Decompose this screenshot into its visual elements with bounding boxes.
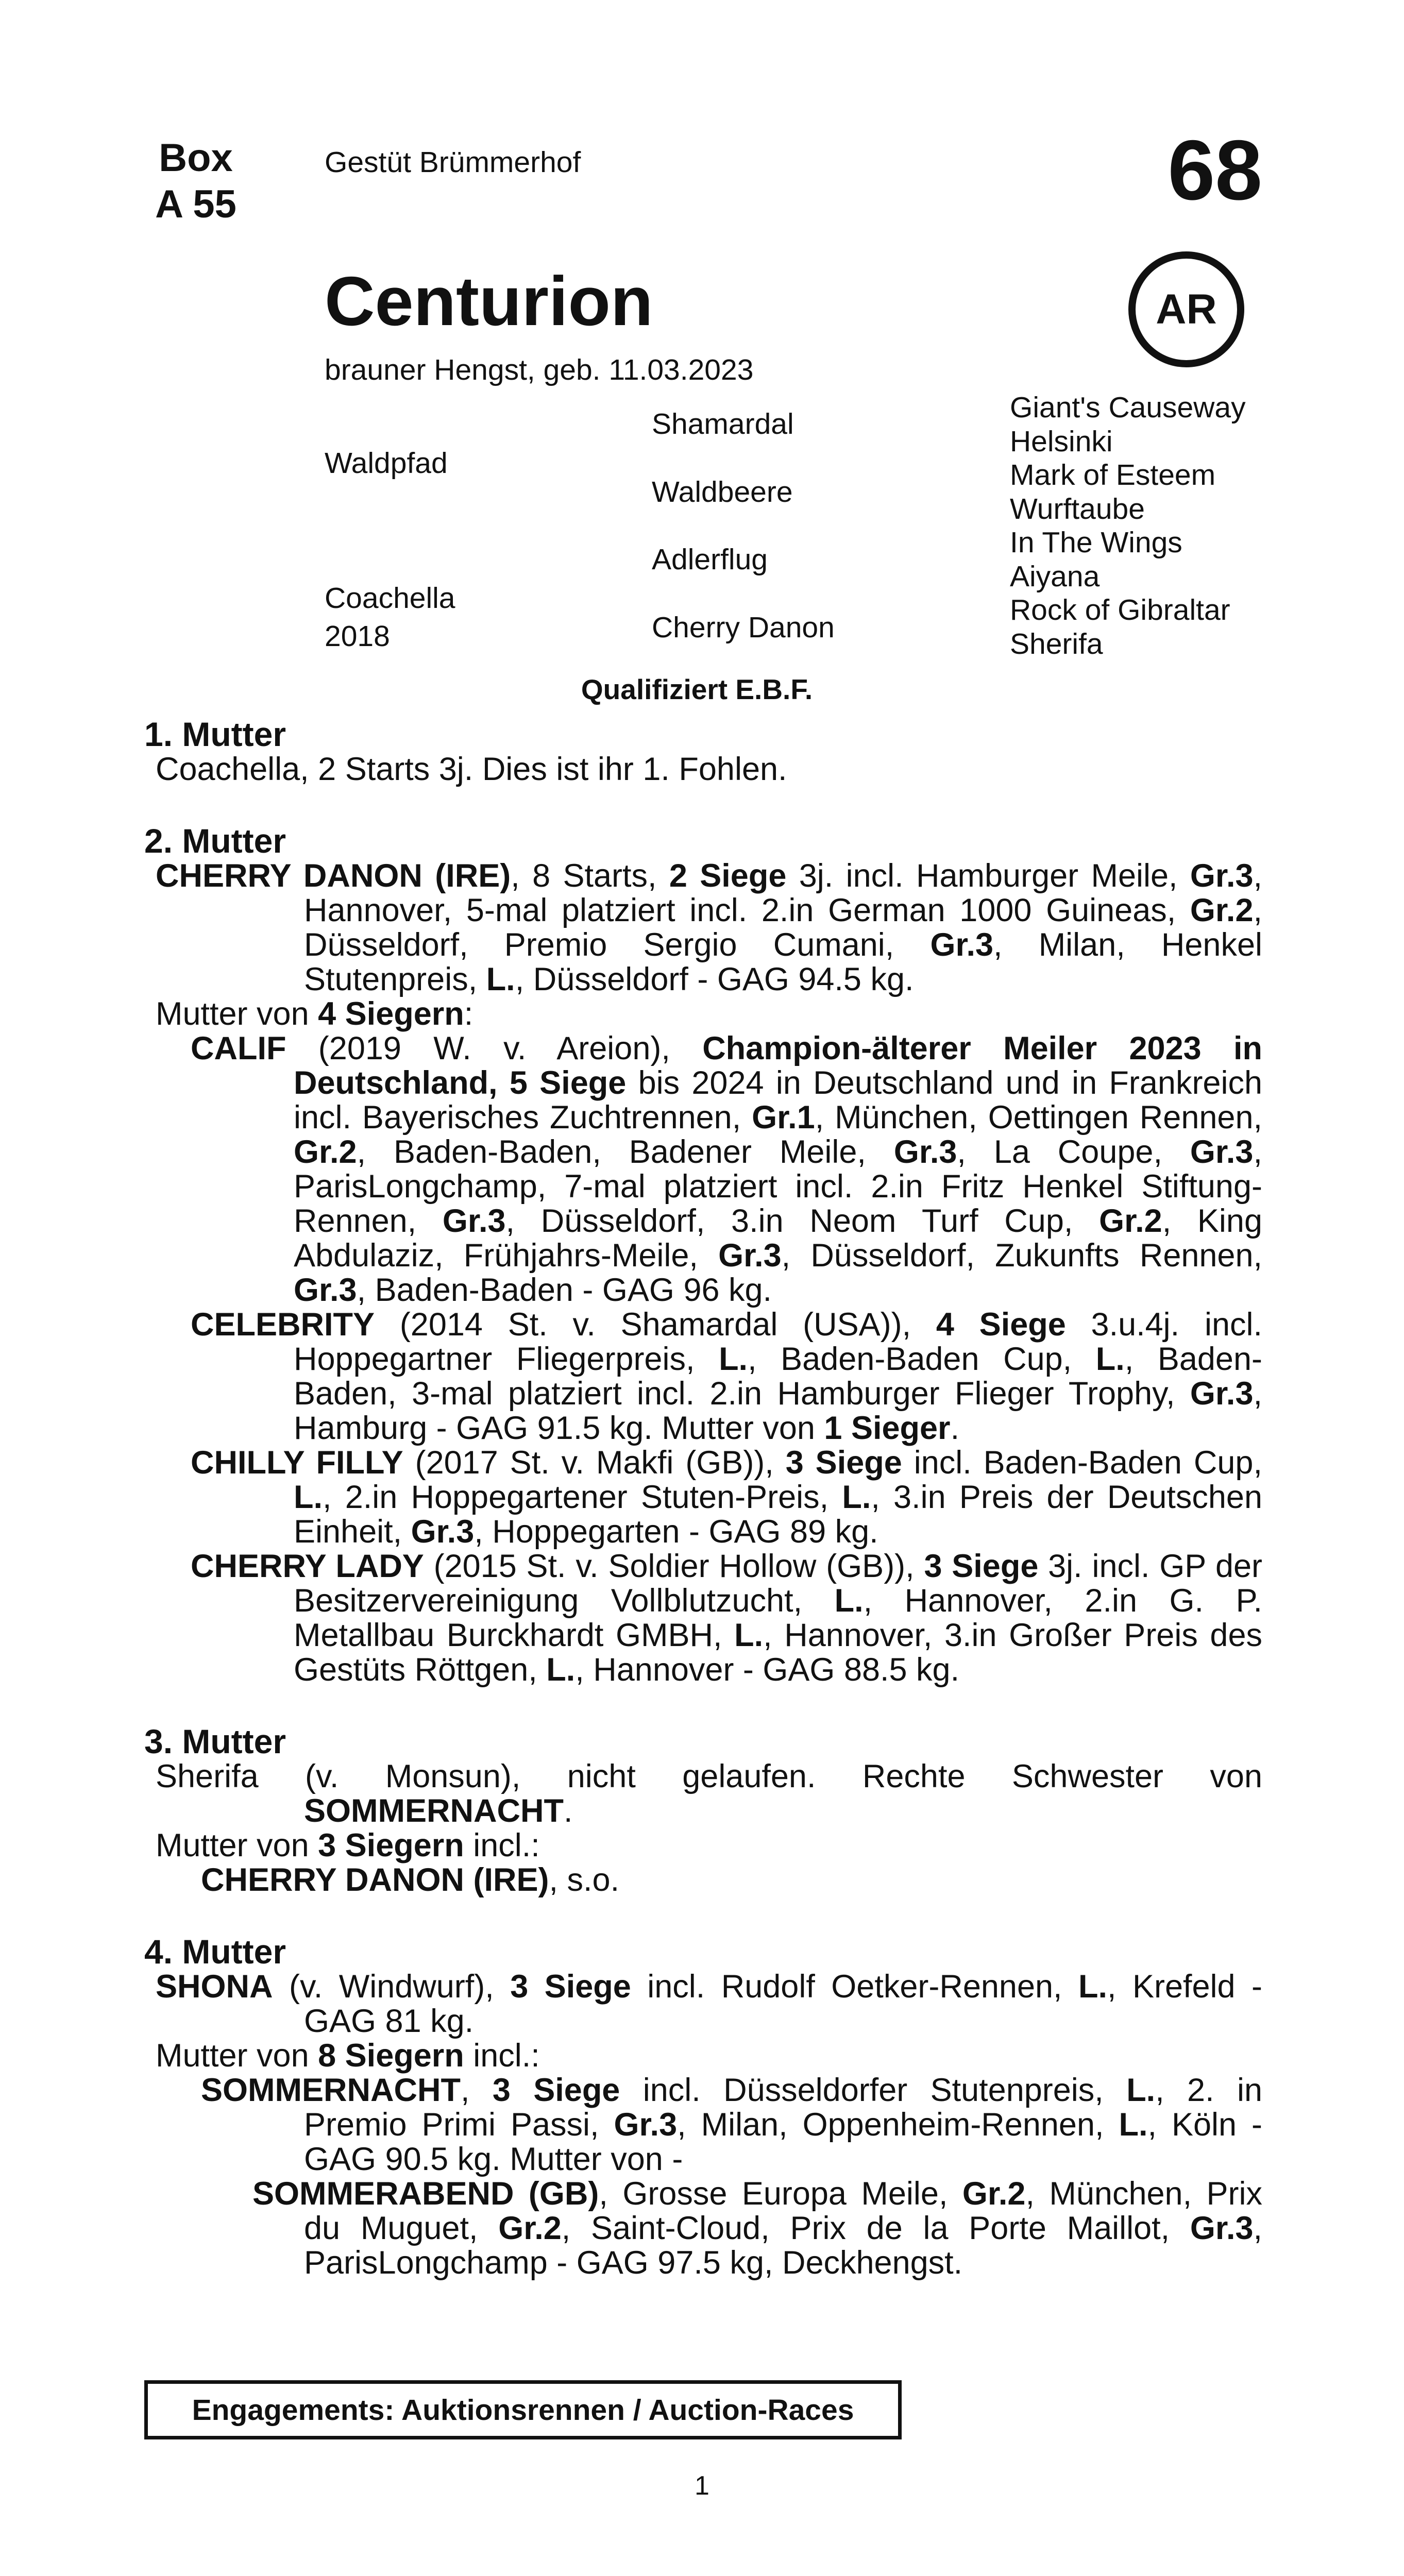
engagements-box bbox=[144, 2380, 902, 2439]
heading-fourth-dam: 4. Mutter bbox=[144, 1933, 286, 1971]
qualification-text: Qualifiziert E.B.F. bbox=[581, 673, 813, 705]
pedigree-great: In The Wings bbox=[1010, 526, 1182, 559]
pedigree-second-dam: Cherry Danon bbox=[652, 611, 835, 644]
pedigree-dam-year: 2018 bbox=[325, 620, 390, 653]
pedigree-granddam: Waldbeere bbox=[652, 476, 793, 509]
pedigree-great: Aiyana bbox=[1010, 560, 1100, 593]
fourth-dam-record: SHONA (v. Windwurf), 3 Siege incl. Rudolf Oetker-Rennen, L., Krefeld - GAG 81 kg. bbox=[156, 1969, 1262, 2039]
produce-celebrity: CELEBRITY (2014 St. v. Shamardal (USA)), 4 Siege 3.u.4j. incl. Hoppegartner Fliegerpreis, L., Baden-Baden Cup, L., Baden-Baden, 3-mal platziert incl. 2.in Hamburger Flieger Trophy, Gr.3, Hamburg - GAG 91.5 kg. Mutter von 1 Sieger. bbox=[191, 1307, 1262, 1446]
box-number bbox=[144, 135, 247, 228]
produce-cherry-danon: CHERRY DANON (IRE), s.o. bbox=[201, 1862, 620, 1898]
engagements-text: Engagements: Auktionsrennen / Auction-Races bbox=[192, 2393, 854, 2427]
pedigree-great: Helsinki bbox=[1010, 425, 1113, 458]
qualification bbox=[0, 673, 1404, 706]
pedigree-great: Sherifa bbox=[1010, 628, 1103, 660]
produce-chilly-filly: CHILLY FILLY (2017 St. v. Makfi (GB)), 3 Siege incl. Baden-Baden Cup, L., 2.in Hoppegartener Stuten-Preis, L., 3.in Preis der Deutschen Einheit, Gr.3, Hoppegarten - GAG 89 kg. bbox=[191, 1445, 1263, 1550]
second-dam-record: CHERRY DANON (IRE), 8 Starts, 2 Siege 3j. incl. Hamburger Meile, Gr.3, Hannover, 5-mal platziert incl. 2.in German 1000 Guineas, Gr.2, Düsseldorf, Premio Sergio Cumani, Gr.3, Milan, Henkel Stutenpreis, L., Düsseldorf - GAG 94.5 kg. bbox=[156, 858, 1263, 997]
produce-cherry-lady: CHERRY LADY (2015 St. v. Soldier Hollow (GB)), 3 Siege 3j. incl. GP der Besitzervereinigung Vollblutzucht, L., Hannover, 2.in G. P. Metallbau Burckhardt GMBH, L., Hannover, 3.in Großer Preis des Gestüts Röttgen, L., Hannover - GAG 88.5 kg. bbox=[191, 1548, 1263, 1688]
horse-name: Centurion bbox=[325, 262, 653, 340]
third-dam-produce-count: Mutter von 3 Siegern incl.: bbox=[156, 1827, 540, 1863]
stud-name: Gestüt Brümmerhof bbox=[325, 146, 581, 179]
pedigree-sire: Waldpfad bbox=[325, 447, 448, 480]
pedigree-grandsire: Shamardal bbox=[652, 408, 794, 440]
fourth-dam-produce-count: Mutter von 8 Siegern incl.: bbox=[156, 2038, 540, 2074]
first-dam-text: Coachella, 2 Starts 3j. Dies ist ihr 1. Fohlen. bbox=[156, 751, 787, 787]
page-number: 1 bbox=[695, 2471, 709, 2501]
heading-second-dam: 2. Mutter bbox=[144, 822, 286, 860]
lot-number: 68 bbox=[1168, 123, 1262, 217]
horse-description: brauner Hengst, geb. 11.03.2023 bbox=[325, 353, 754, 386]
produce-sommerabend: SOMMERABEND (GB), Grosse Europa Meile, Gr.2, München, Prix du Muguet, Gr.2, Saint-Cloud, Prix de la Porte Maillot, Gr.3, ParisLongchamp - GAG 97.5 kg, Deckhengst. bbox=[252, 2176, 1263, 2281]
pedigree-great: Wurftaube bbox=[1010, 493, 1145, 526]
heading-first-dam: 1. Mutter bbox=[144, 715, 286, 753]
second-dam-produce-count: Mutter von 4 Siegern: bbox=[156, 996, 473, 1032]
produce-calif: CALIF (2019 W. v. Areion), Champion-älterer Meiler 2023 in Deutschland, 5 Siege bis 2024 in Deutschland und in Frankreich incl. Bayerisches Zuchtrennen, Gr.1, München, Oettingen Rennen, Gr.2, Baden-Baden, Badener Meile, Gr.3, La Coupe, Gr.3, ParisLongchamp, 7-mal platziert incl. 2.in Fritz Henkel Stiftung-Rennen, Gr.3, Düsseldorf, 3.in Neom Turf Cup, Gr.2, King Abdulaziz, Frühjahrs-Meile, Gr.3, Düsseldorf, Zukunfts Rennen, Gr.3, Baden-Baden - GAG 96 kg. bbox=[191, 1030, 1263, 1308]
dam-line bbox=[144, 716, 1262, 2280]
box-id: A 55 bbox=[155, 182, 236, 226]
pedigree-dam: Coachella bbox=[325, 582, 455, 615]
pedigree-great: Mark of Esteem bbox=[1010, 459, 1216, 492]
pedigree-damsire: Adlerflug bbox=[652, 543, 768, 576]
pedigree-great: Rock of Gibraltar bbox=[1010, 594, 1230, 626]
ar-badge: AR bbox=[1128, 251, 1244, 367]
pedigree-great: Giant's Causeway bbox=[1010, 391, 1246, 424]
produce-sommernacht: SOMMERNACHT, 3 Siege incl. Düsseldorfer Stutenpreis, L., 2. in Premio Primi Passi, Gr.3, Milan, Oppenheim-Rennen, L., Köln - GAG 90.5 kg. Mutter von - bbox=[201, 2072, 1262, 2177]
third-dam-record: Sherifa (v. Monsun), nicht gelaufen. Rechte Schwester von SOMMERNACHT. bbox=[156, 1758, 1262, 1829]
heading-third-dam: 3. Mutter bbox=[144, 1722, 286, 1760]
box-label: Box bbox=[159, 136, 233, 180]
